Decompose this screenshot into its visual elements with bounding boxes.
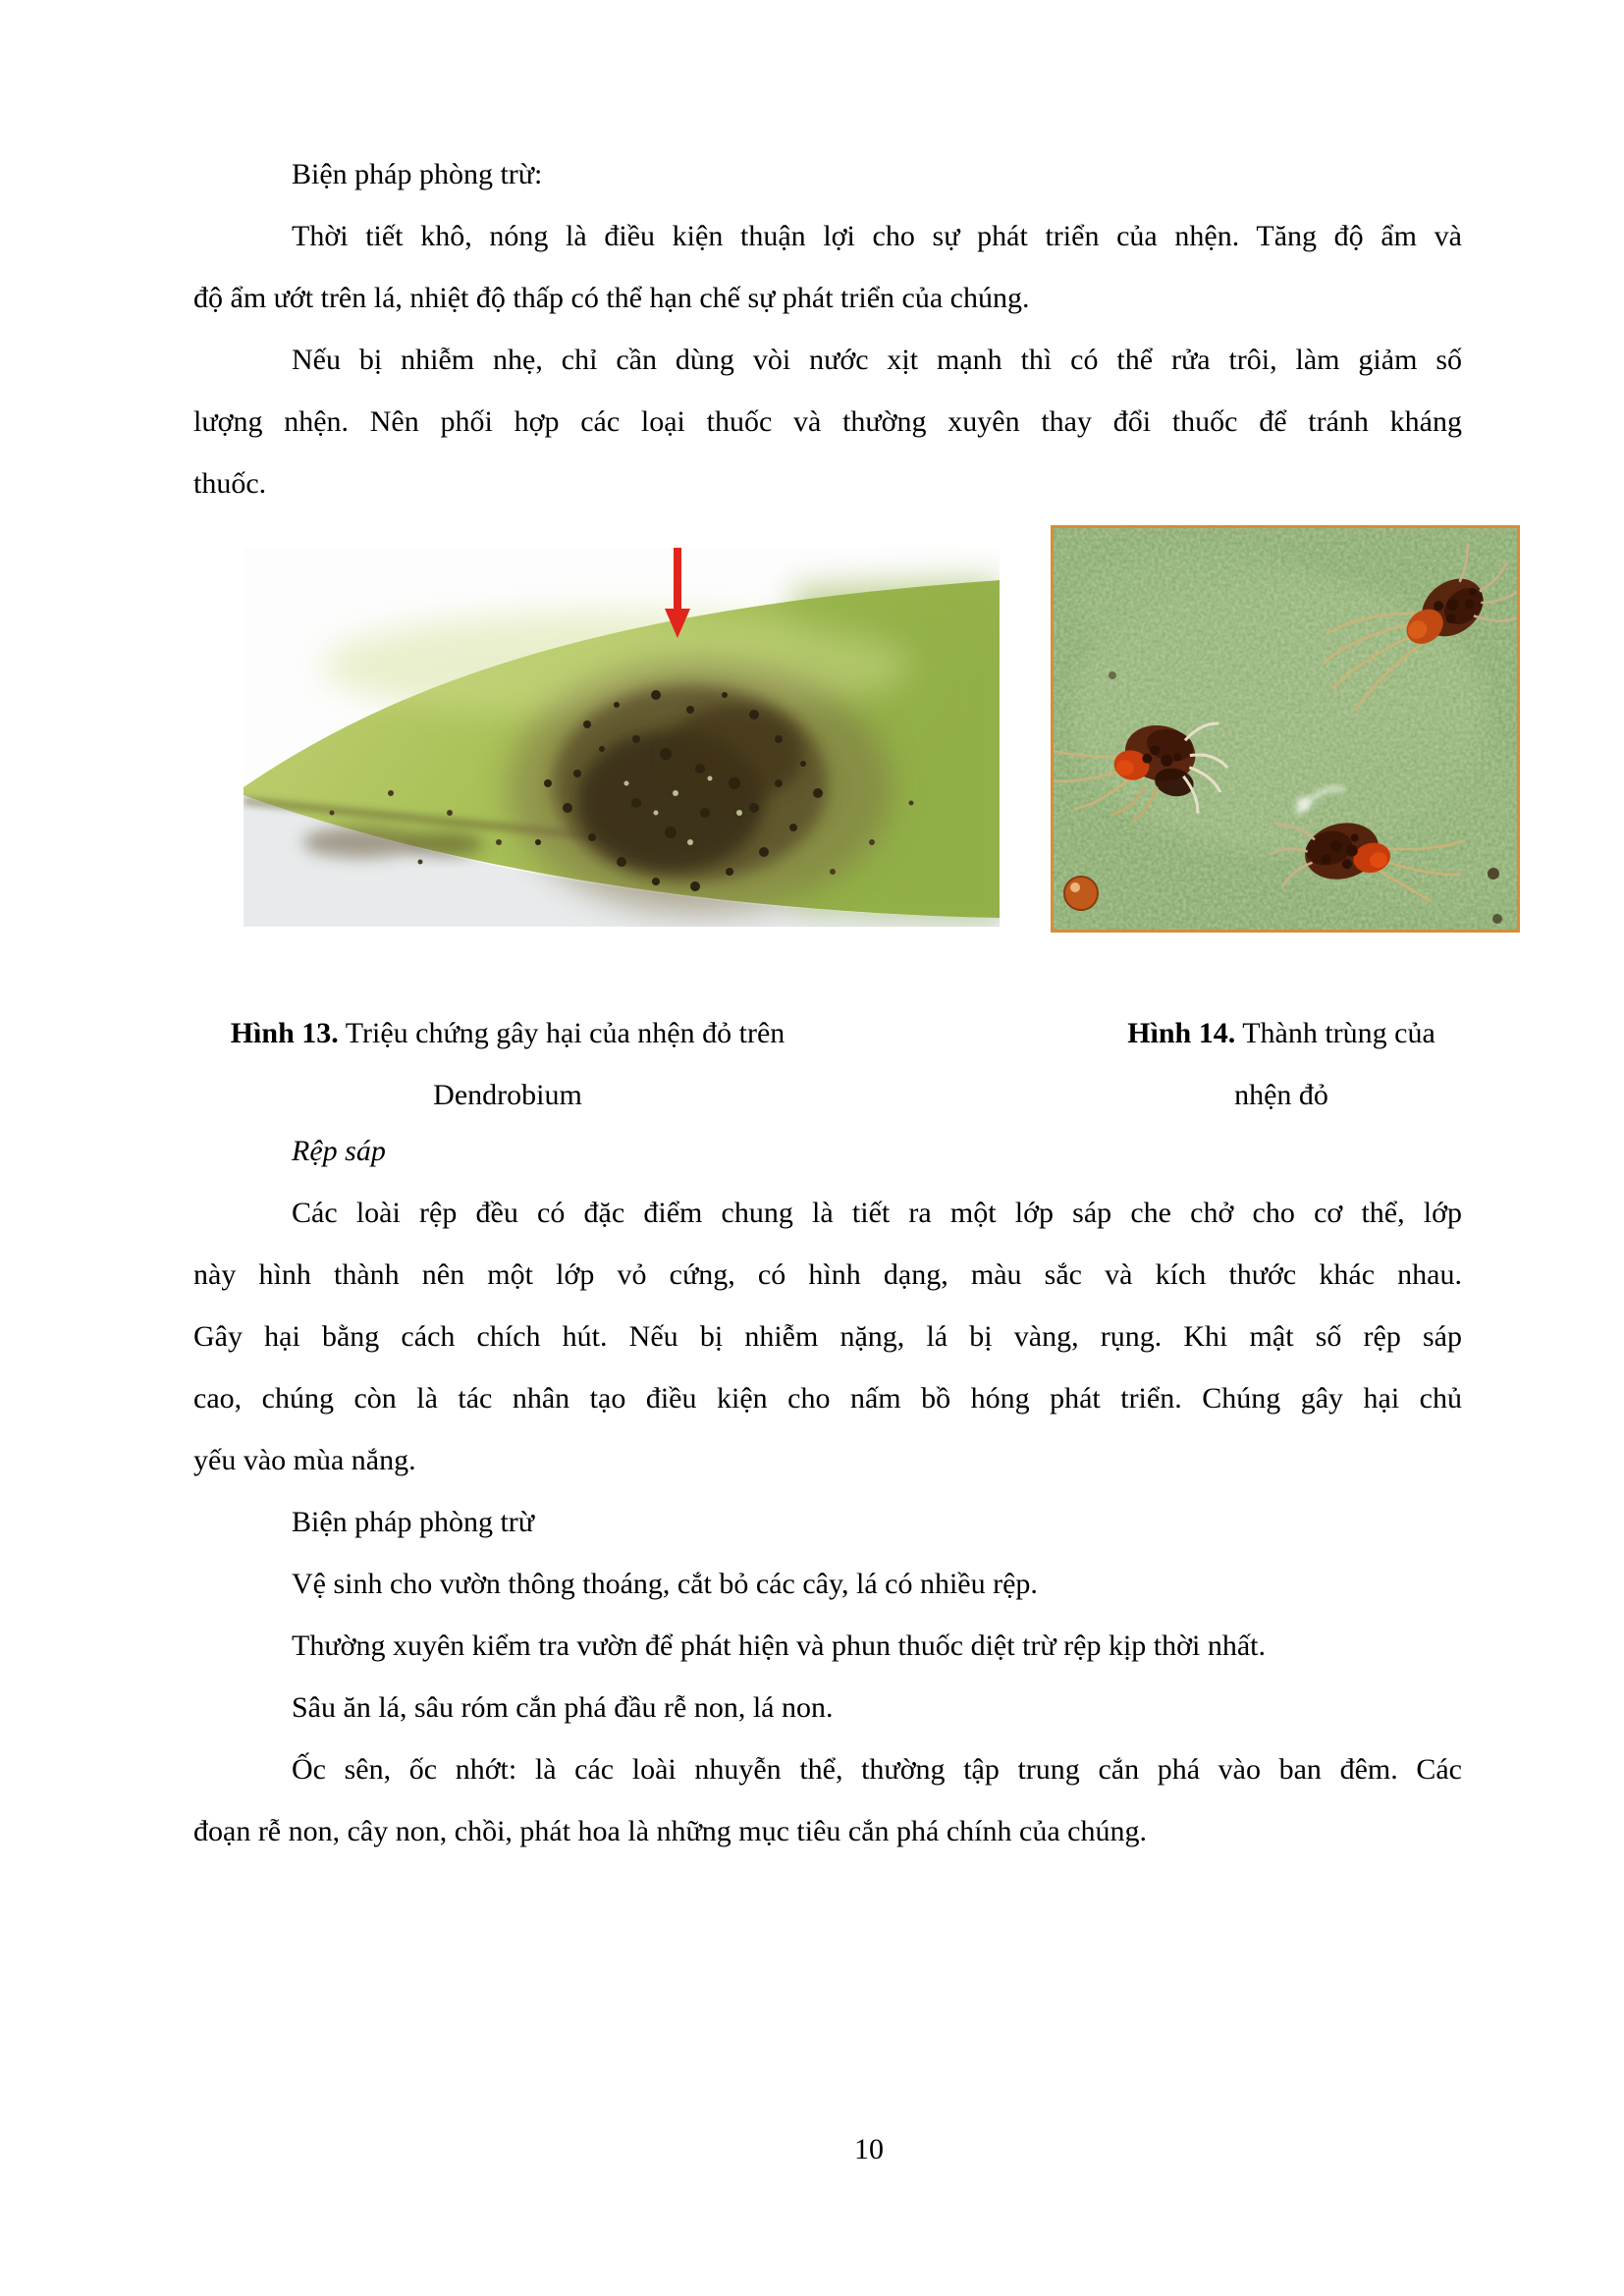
text-line: Thời tiết khô, nóng là điều kiện thuận lợi cho sự phát triển của nhện. Tăng độ ẩm và xyxy=(292,220,1462,252)
figure-13-caption-line2: Dendrobium xyxy=(433,1079,582,1111)
text-line: Thường xuyên kiểm tra vườn để phát hiện và phun thuốc diệt trừ rệp kịp thời nhất. xyxy=(292,1629,1266,1662)
text-line: đoạn rễ non, cây non, chồi, phát hoa là những mục tiêu cắn phá chính của chúng. xyxy=(193,1815,1147,1847)
text-line: Biện pháp phòng trừ xyxy=(292,1506,535,1538)
text-line: Các loài rệp đều có đặc điểm chung là tiết ra một lớp sáp che chở cho cơ thể, lớp xyxy=(292,1197,1462,1229)
text-line: Biện pháp phòng trừ: xyxy=(292,158,543,190)
text-line: Nếu bị nhiễm nhẹ, chỉ cần dùng vòi nước xịt mạnh thì có thể rửa trôi, làm giảm số xyxy=(292,344,1462,376)
text-line: Gây hại bằng cách chích hút. Nếu bị nhiễm nặng, lá bị vàng, rụng. Khi mật số rệp sáp xyxy=(193,1320,1462,1353)
paragraph-block-bottom xyxy=(193,1120,1462,1862)
orange-bead xyxy=(1064,877,1098,910)
page-number: 10 xyxy=(854,2133,884,2165)
text-line: Sâu ăn lá, sâu róm cắn phá đầu rễ non, lá non. xyxy=(292,1691,834,1724)
leaf-damage-illustration xyxy=(244,548,1000,927)
figure-13-caption-text: Triệu chứng gây hại của nhện đỏ trên xyxy=(338,1017,785,1049)
text-line: lượng nhện. Nên phối hợp các loại thuốc và thường xuyên thay đổi thuốc để tránh kháng xyxy=(193,405,1462,438)
text-line: Vệ sinh cho vườn thông thoáng, cắt bỏ các cây, lá có nhiều rệp. xyxy=(292,1568,1038,1600)
text-line: Ốc sên, ốc nhớt: là các loài nhuyễn thể, thường tập trung cắn phá vào ban đêm. Các xyxy=(292,1753,1462,1786)
figure-13-caption xyxy=(193,1002,822,1126)
figure-14-caption-text: Thành trùng của xyxy=(1235,1017,1435,1049)
figure-14-label: Hình 14. xyxy=(1127,1017,1236,1049)
text-line: yếu vào mùa nắng. xyxy=(193,1444,416,1476)
text-line: cao, chúng còn là tác nhân tạo điều kiện cho nấm bồ hóng phát triển. Chúng gây hại chủ xyxy=(193,1382,1462,1415)
section-heading-rep-sap: Rệp sáp xyxy=(292,1135,386,1167)
text-line: thuốc. xyxy=(193,467,267,500)
figure-14-caption-line2: nhện đỏ xyxy=(1234,1079,1328,1111)
figure-13-label: Hình 13. xyxy=(230,1017,339,1049)
figure-13-photo xyxy=(244,548,1000,927)
text-line: này hình thành nên một lớp vỏ cứng, có hình dạng, màu sắc và kích thước khác nhau. xyxy=(193,1258,1462,1291)
paragraph-block-top xyxy=(193,143,1462,514)
figure-14-photo xyxy=(1051,525,1520,933)
text-line: độ ẩm ướt trên lá, nhiệt độ thấp có thể hạn chế sự phát triển của chúng. xyxy=(193,282,1030,314)
spider-mites-illustration xyxy=(1054,528,1517,930)
figure-14-caption xyxy=(1021,1002,1542,1126)
